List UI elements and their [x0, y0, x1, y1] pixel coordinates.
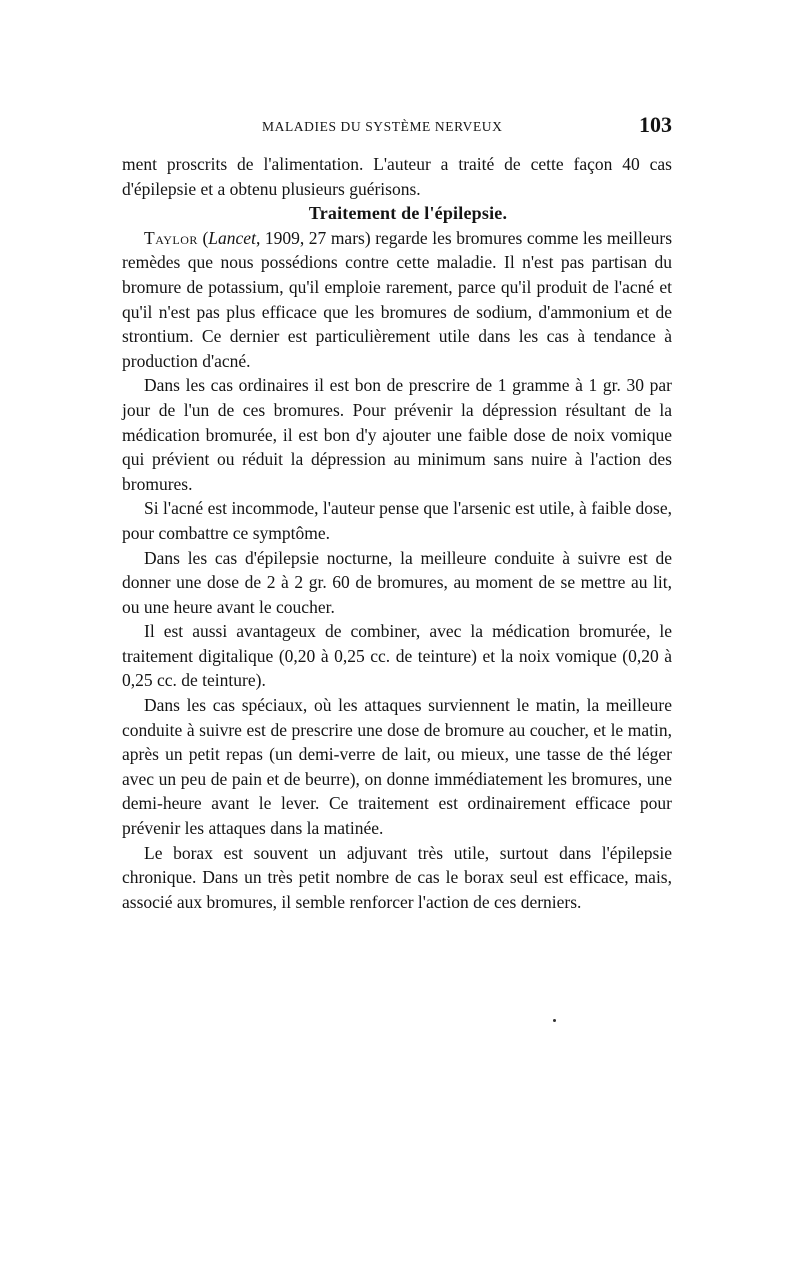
- continuation-paragraph: ment proscrits de l'alimentation. L'auteur a traité de cette façon 40 cas d'épilepsie et a obtenu plusieurs guérisons.: [122, 154, 672, 199]
- author-name: Taylor: [144, 227, 198, 248]
- paragraph-borax: Le borax est souvent un adjuvant très utile, surtout dans l'épilepsie chronique. Dans un très petit nombre de cas le borax seul est efficace, mais, associé aux bromures, il semble renforcer l'action de ces derniers.: [122, 842, 672, 912]
- paragraph-dosage: Dans les cas ordinaires il est bon de prescrire de 1 gramme à 1 gr. 30 par jour de l'un de ces bromures. Pour prévenir la dépression résultant de la médication bromurée, il est bon d'y ajouter une faible dose de noix vomique qui prévient ou réduit la dépression au minimum sans nuire à l'action des bromures.: [122, 375, 672, 494]
- section-title: Traitement de l'épilepsie.: [308, 203, 508, 224]
- body-text: [122, 152, 672, 914]
- running-title: MALADIES DU SYSTÈME NERVEUX: [262, 119, 503, 134]
- paragraph-combination: Il est aussi avantageux de combiner, avec la médication bromurée, le traitement digitalique (0,20 à 0,25 cc. de teinture) et la noix vomique (0,20 à 0,25 cc. de teinture).: [122, 621, 672, 691]
- paragraph-taylor: Taylor (Lancet, 1909, 27 mars) regarde les bromures comme les meilleurs remèdes que nous possédions contre cette maladie. Il n'est pas partisan du bromure de potassium, qu'il emploie rarement, parce qu'il produit de l'acné et qu'il n'est pas plus efficace que les bromures de sodium, d'ammonium et de strontium. Ce dernier est particulièrement utile dans les cas à tendance à production d'acné.: [122, 227, 673, 371]
- print-speck: [553, 1019, 556, 1022]
- paragraph-taylor-text: , 1909, 27 mars) regarde les bromures comme les meilleurs remèdes que nous possédions contre cette maladie. Il n'est pas partisan du bromure de potassium, qu'il emploie rarement, parce qu'il produit de l'acné et qu'il n'est pas plus efficace que les bromures de sodium, d'ammonium et de strontium. Ce dernier est particulièrement utile dans les cas à tendance à production d'acné.: [122, 227, 673, 371]
- paragraph-nocturnal: Dans les cas d'épilepsie nocturne, la meilleure conduite à suivre est de donner une dose de 2 à 2 gr. 60 de bromures, au moment de se mettre au lit, ou une heure avant le coucher.: [122, 547, 672, 617]
- paragraph-acne: Si l'acné est incommode, l'auteur pense que l'arsenic est utile, à faible dose, pour combattre ce symptôme.: [122, 498, 672, 543]
- page-number: 103: [639, 112, 672, 137]
- running-head: [122, 112, 672, 142]
- journal-name: Lancet: [208, 227, 256, 248]
- paragraph-morning-attacks: Dans les cas spéciaux, où les attaques surviennent le matin, la meilleure conduite à suivre est de prescrire une dose de bromure au coucher, et le matin, après un petit repas (un demi-verre de lait, ou mieux, une tasse de thé léger avec un peu de pain et de beurre), on donne immédiatement les bromures, une demi-heure avant le lever. Ce traitement est ordinairement efficace pour prévenir les attaques dans la matinée.: [122, 695, 672, 839]
